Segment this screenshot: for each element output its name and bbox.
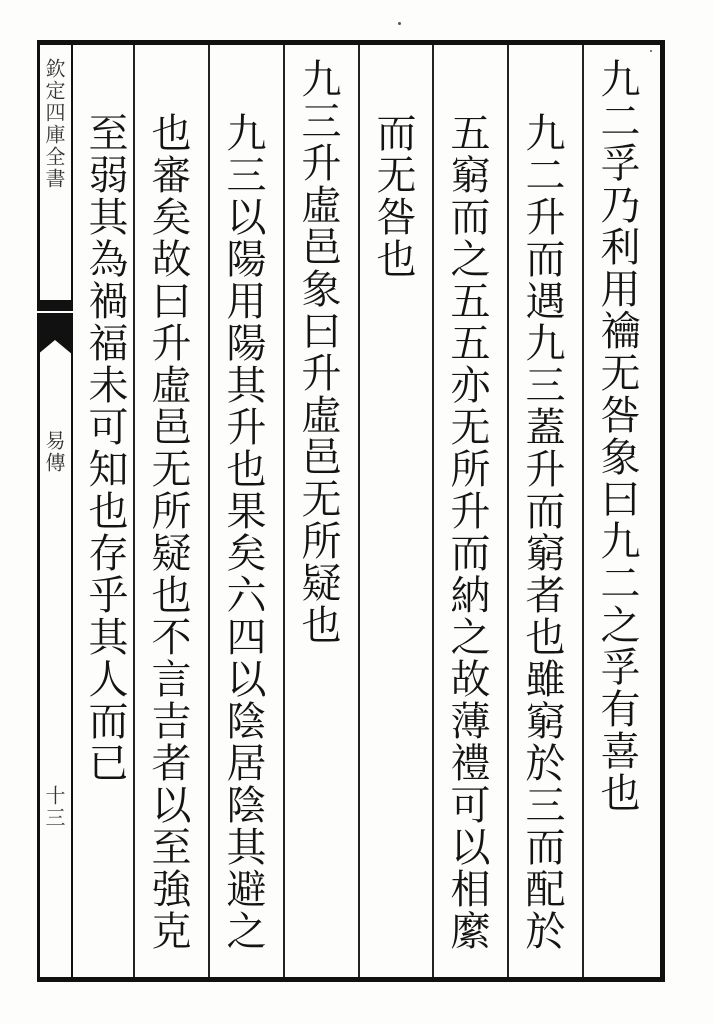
text-column-8: 至弱其為禍福未可知也存乎其人而已 bbox=[82, 112, 128, 784]
margin-book-title: 欽定四庫全書 bbox=[42, 58, 66, 190]
column-divider bbox=[283, 45, 285, 977]
column-divider bbox=[133, 45, 135, 977]
text-column-7: 也審矣故曰升虛邑无所疑也不言吉者以至強克 bbox=[145, 112, 191, 952]
text-column-6: 九三以陽用陽其升也果矣六四以陰居陰其避之 bbox=[220, 112, 266, 952]
page-border bbox=[37, 40, 665, 982]
text-column-3: 五窮而之五五亦无所升而納之故薄禮可以相縻 bbox=[444, 112, 490, 952]
text-column-1: 九二孚乃利用禴无咎象曰九二之孚有喜也 bbox=[594, 58, 640, 814]
column-divider bbox=[208, 45, 210, 977]
text-column-2: 九二升而遇九三蓋升而窮者也雖窮於三而配於 bbox=[519, 112, 565, 952]
ink-speck bbox=[650, 50, 652, 52]
text-column-5: 九三升虛邑象曰升虛邑无所疑也 bbox=[295, 58, 341, 646]
ink-speck bbox=[398, 22, 401, 25]
column-divider bbox=[432, 45, 434, 977]
margin-page-number: 十三 bbox=[42, 785, 66, 829]
text-column-4: 而无咎也 bbox=[370, 112, 416, 280]
column-divider bbox=[358, 45, 360, 977]
fishtail-mark-icon bbox=[37, 300, 73, 360]
margin-section: 易傳 bbox=[42, 430, 66, 474]
column-divider bbox=[507, 45, 509, 977]
column-divider bbox=[582, 45, 584, 977]
